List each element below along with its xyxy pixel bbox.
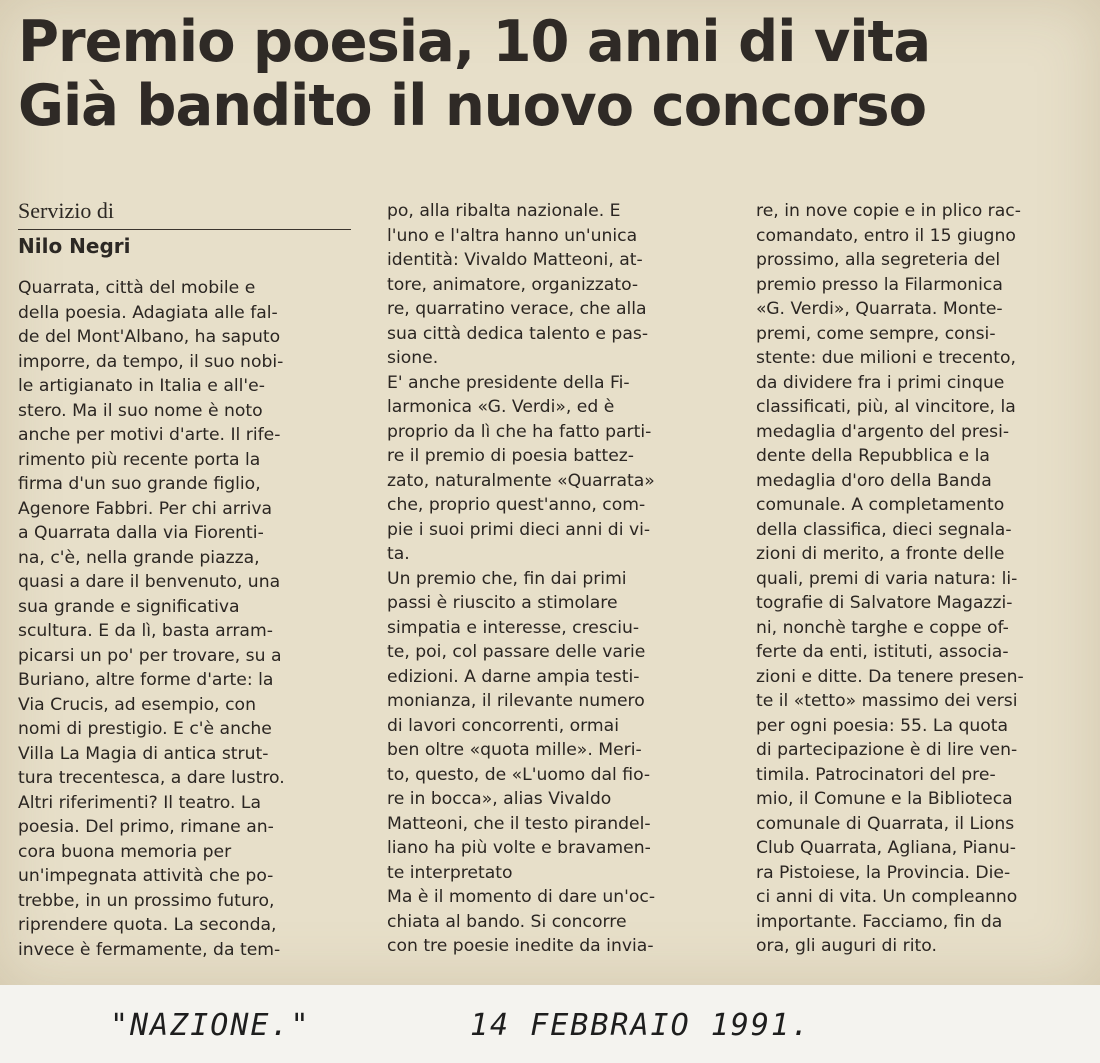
article-line [387, 812, 720, 837]
article-line [387, 469, 720, 494]
article-line-text: ora, gli auguri di rito. [756, 936, 937, 956]
article-line [756, 199, 1090, 224]
article-line-text: Club Quarrata, Agliana, Pianu- [756, 838, 1016, 858]
article-line-text: che, proprio quest'anno, com- [387, 495, 646, 515]
article-line-text: con tre poesie inedite da invia- [387, 936, 654, 956]
article-line-text: quali, premi di varia natura: li- [756, 568, 1018, 589]
article-line [18, 889, 352, 914]
article-line [756, 861, 1090, 886]
article-line [387, 444, 720, 469]
article-line-text: ci anni di vita. Un compleanno [756, 887, 1018, 907]
article-line [387, 836, 720, 861]
article-line-text: re in bocca», alias Vivaldo [387, 789, 612, 809]
article-line [756, 591, 1090, 616]
article-line-text: E' anche presidente della Fi- [387, 372, 630, 393]
article-column-2 [387, 199, 720, 959]
article-line-text: Un premio che, fin dai primi [387, 568, 627, 589]
article-line [387, 861, 720, 886]
article-line [756, 444, 1090, 469]
article-line [18, 595, 352, 620]
article-line-text: scultura. E da lì, basta arram- [18, 621, 273, 641]
article-line [18, 301, 352, 326]
article-line [18, 497, 352, 522]
article-column-3 [756, 199, 1090, 959]
article-line-text: sione. [387, 348, 439, 368]
article-line-text: importante. Facciamo, fin da [756, 911, 1003, 932]
article-line [756, 812, 1090, 837]
article-line-text: na, c'è, nella grande piazza, [18, 547, 260, 568]
article-line [756, 689, 1090, 714]
article-line [18, 864, 352, 889]
article-line [387, 199, 720, 224]
handwritten-source: "NAZIONE." [110, 1008, 311, 1043]
article-line-text: re, quarratino verace, che alla [387, 299, 647, 319]
article-line-text: timila. Patrocinatori del pre- [756, 764, 996, 785]
article-line [756, 469, 1090, 494]
article-line [18, 399, 352, 424]
article-line-text: ra Pistoiese, la Provincia. Die- [756, 862, 1011, 883]
article-line-text: di partecipazione è di lire ven- [756, 740, 1018, 760]
article-line [756, 640, 1090, 665]
article-line-text: ta. [387, 544, 410, 564]
article-line-text: imporre, da tempo, il suo nobi- [18, 351, 284, 372]
article-line-text: comunale. A completamento [756, 495, 1005, 515]
article-line-text: della classifica, dieci segnala- [756, 519, 1012, 540]
article-line [18, 325, 352, 350]
article-line-text: Villa La Magia di antica strut- [18, 743, 269, 764]
article-line-text: tografie di Salvatore Magazzi- [756, 593, 1013, 613]
article-line [18, 546, 352, 571]
article-line-text: da dividere fra i primi cinque [756, 372, 1005, 393]
article-line-text: sua grande e significativa [18, 596, 240, 617]
article-line-text: chiata al bando. Si concorre [387, 911, 627, 932]
article-line-text: Quarrata, città del mobile e [18, 278, 256, 298]
article-line-text: poesia. Del primo, rimane an- [18, 817, 274, 837]
article-line-text: re, in nove copie e in plico rac- [756, 201, 1021, 221]
article-line-text: dente della Repubblica e la [756, 446, 990, 466]
article-line [387, 640, 720, 665]
article-line-text: «G. Verdi», Quarrata. Monte- [756, 299, 1003, 319]
article-line [387, 567, 720, 592]
article-line [387, 322, 720, 347]
article-line [387, 297, 720, 322]
article-line [387, 910, 720, 935]
article-line-text: edizioni. A darne ampia testi- [387, 666, 640, 687]
article-line-text: to, questo, de «L'uomo dal fio- [387, 764, 651, 785]
article-line-text: tore, animatore, organizzato- [387, 274, 639, 295]
article-line [387, 738, 720, 763]
article-line [18, 570, 352, 595]
article-line [756, 322, 1090, 347]
article-line-text: l'uno e l'altra hanno un'unica [387, 225, 638, 246]
article-line-text: premio presso la Filarmonica [756, 274, 1003, 295]
article-line [18, 374, 352, 399]
article-column-1 [18, 276, 352, 962]
article-line-text: quasi a dare il benvenuto, una [18, 572, 281, 592]
headline-line-1: Premio poesia, 10 anni di vita [18, 9, 931, 75]
article-line [387, 787, 720, 812]
article-line [756, 885, 1090, 910]
article-line-text: cora buona memoria per [18, 841, 232, 862]
article-line-text: rimento più recente porta la [18, 449, 261, 470]
article-line-text: stente: due milioni e trecento, [756, 348, 1016, 368]
article-line [18, 693, 352, 718]
article-line [18, 791, 352, 816]
article-line-text: comunale di Quarrata, il Lions [756, 813, 1015, 834]
byline-divider [18, 229, 351, 230]
article-line [18, 423, 352, 448]
article-line [387, 934, 720, 959]
article-line [756, 665, 1090, 690]
article-line [387, 493, 720, 518]
article-line [387, 395, 720, 420]
article-line [387, 591, 720, 616]
article-line [18, 815, 352, 840]
article-line-text: classificati, più, al vincitore, la [756, 397, 1016, 417]
article-line [18, 472, 352, 497]
article-line [756, 273, 1090, 298]
article-line-text: proprio da lì che ha fatto parti- [387, 421, 652, 442]
article-line-text: medaglia d'oro della Banda [756, 470, 992, 491]
article-line-text: ben oltre «quota mille». Meri- [387, 740, 642, 760]
article-line [756, 910, 1090, 935]
article-line [756, 395, 1090, 420]
article-line-text: Buriano, altre forme d'arte: la [18, 670, 274, 690]
article-line [387, 518, 720, 543]
article-line [18, 913, 352, 938]
article-line [18, 840, 352, 865]
article-line-text: firma d'un suo grande figlio, [18, 474, 261, 494]
article-line-text: tura trecentesca, a dare lustro. [18, 768, 285, 788]
article-line-text: prossimo, alla segreteria del [756, 250, 1001, 270]
article-line-text: te il «tetto» massimo dei versi [756, 691, 1018, 711]
article-line-text: Via Crucis, ad esempio, con [18, 694, 256, 715]
article-line-text: Altri riferimenti? Il teatro. La [18, 792, 262, 813]
article-line [18, 668, 352, 693]
article-line [756, 518, 1090, 543]
article-line-text: zioni e ditte. Da tenere presen- [756, 666, 1024, 687]
article-line [387, 248, 720, 273]
article-line-text: mio, il Comune e la Biblioteca [756, 789, 1013, 809]
article-line-text: della poesia. Adagiata alle fal- [18, 302, 278, 323]
article-line-text: te interpretato [387, 862, 513, 883]
article-line-text: simpatia e interesse, cresciu- [387, 617, 640, 638]
article-line-text: per ogni poesia: 55. La quota [756, 715, 1009, 736]
article-line [756, 714, 1090, 739]
article-line-text: te, poi, col passare delle varie [387, 642, 646, 662]
article-line [18, 938, 352, 963]
article-line [756, 567, 1090, 592]
article-line [18, 742, 352, 767]
article-line-text: Matteoni, che il testo pirandel- [387, 813, 651, 834]
byline-author: Nilo Negri [18, 234, 131, 258]
article-line-text: invece è fermamente, da tem- [18, 939, 281, 960]
article-line-text: liano ha più volte e bravamen- [387, 838, 651, 858]
article-line-text: trebbe, in un prossimo futuro, [18, 890, 275, 911]
article-line [387, 224, 720, 249]
article-line-text: identità: Vivaldo Matteoni, at- [387, 250, 643, 270]
article-line [756, 542, 1090, 567]
article-line [756, 616, 1090, 641]
article-line-text: re il premio di poesia battez- [387, 446, 635, 466]
article-line [387, 885, 720, 910]
article-line [756, 738, 1090, 763]
article-line [387, 420, 720, 445]
article-line-text: pie i suoi primi dieci anni di vi- [387, 519, 651, 540]
article-line-text: zato, naturalmente «Quarrata» [387, 470, 655, 491]
article-line-text: nomi di prestigio. E c'è anche [18, 719, 272, 739]
article-line [756, 787, 1090, 812]
article-line [756, 346, 1090, 371]
article-line-text: po, alla ribalta nazionale. E [387, 201, 621, 221]
article-line-text: stero. Ma il suo nome è noto [18, 400, 263, 421]
article-line [18, 350, 352, 375]
article-line [756, 420, 1090, 445]
article-line [756, 493, 1090, 518]
article-line [387, 371, 720, 396]
article-line [387, 542, 720, 567]
article-line-text: de del Mont'Albano, ha saputo [18, 327, 281, 347]
article-line [18, 766, 352, 791]
article-line-text: Ma è il momento di dare un'oc- [387, 887, 656, 907]
article-line-text: sua città dedica talento e pas- [387, 323, 649, 344]
article-line [387, 665, 720, 690]
headline-line-2: Già bandito il nuovo concorso [18, 73, 927, 139]
article-line [18, 276, 352, 301]
article-line-text: picarsi un po' per trovare, su a [18, 645, 282, 666]
handwritten-date: 14 FEBBRAIO 1991. [470, 1008, 812, 1043]
article-line [18, 717, 352, 742]
article-line [756, 224, 1090, 249]
article-line-text: passi è riuscito a stimolare [387, 593, 618, 613]
article-line-text: a Quarrata dalla via Fiorenti- [18, 523, 264, 543]
article-line-text: zioni di merito, a fronte delle [756, 544, 1005, 564]
article-line-text: premi, come sempre, consi- [756, 323, 996, 344]
article-line [756, 934, 1090, 959]
article-line-text: monianza, il rilevante numero [387, 691, 645, 711]
article-line [18, 521, 352, 546]
article-line [387, 689, 720, 714]
article-line-text: anche per motivi d'arte. Il rife- [18, 425, 281, 445]
article-line [756, 371, 1090, 396]
article-line-text: medaglia d'argento del presi- [756, 421, 1010, 442]
article-line [756, 297, 1090, 322]
article-line [18, 619, 352, 644]
article-line-text: larmonica «G. Verdi», ed è [387, 397, 615, 417]
article-line [18, 644, 352, 669]
article-line-text: riprendere quota. La seconda, [18, 915, 277, 935]
article-line [387, 763, 720, 788]
article-line [387, 273, 720, 298]
article-line [387, 346, 720, 371]
article-line-text: le artigianato in Italia e all'e- [18, 376, 265, 396]
byline-intro: Servizio di [18, 198, 114, 223]
headline [18, 10, 1098, 138]
article-line [387, 616, 720, 641]
article-line [756, 763, 1090, 788]
article-line-text: ferte da enti, istituti, associa- [756, 642, 1009, 662]
article-line [18, 448, 352, 473]
article-line-text: ni, nonchè targhe e coppe of- [756, 617, 1009, 638]
article-line [756, 836, 1090, 861]
article-line-text: comandato, entro il 15 giugno [756, 225, 1016, 246]
article-line-text: Agenore Fabbri. Per chi arriva [18, 498, 273, 519]
article-line-text: un'impegnata attività che po- [18, 866, 274, 886]
article-line [756, 248, 1090, 273]
article-line [387, 714, 720, 739]
article-line-text: di lavori concorrenti, ormai [387, 715, 619, 736]
